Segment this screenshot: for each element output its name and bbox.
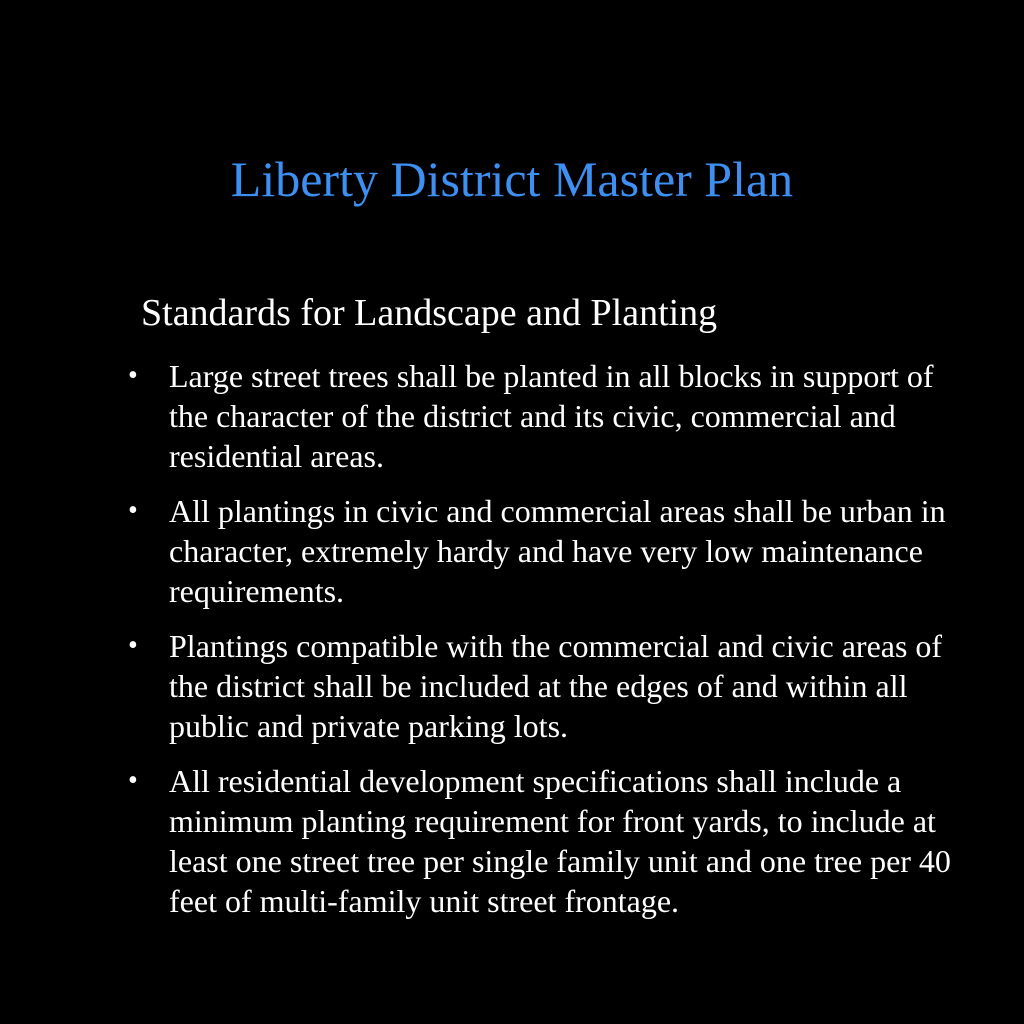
bullet-dot-icon: • [128,630,138,661]
bullet-item [128,491,958,611]
bullet-text: All plantings in civic and commercial areas shall be urban in character, extremely hardy and have very low maintenance requirements. [169,493,946,609]
bullet-item [128,626,958,746]
bullet-dot-icon: • [128,495,138,526]
bullet-text: Plantings compatible with the commercial and civic areas of the district shall be included at the edges of and within all public and private parking lots. [169,628,943,744]
bullet-dot-icon: • [128,360,138,391]
slide-title: Liberty District Master Plan [230,151,794,207]
bullet-item [128,356,958,476]
bullet-text: All residential development specifications shall include a minimum planting requirement for front yards, to include at least one street tree per single family unit and one tree per 40 feet of multi-family unit street frontage. [169,763,951,919]
bullet-dot-icon: • [128,765,138,796]
slide-subtitle: Standards for Landscape and Planting [141,292,718,334]
bullet-text: Large street trees shall be planted in all blocks in support of the character of the district and its civic, commercial and residential areas. [169,358,934,474]
bullet-list [128,356,958,936]
bullet-item [128,761,958,921]
